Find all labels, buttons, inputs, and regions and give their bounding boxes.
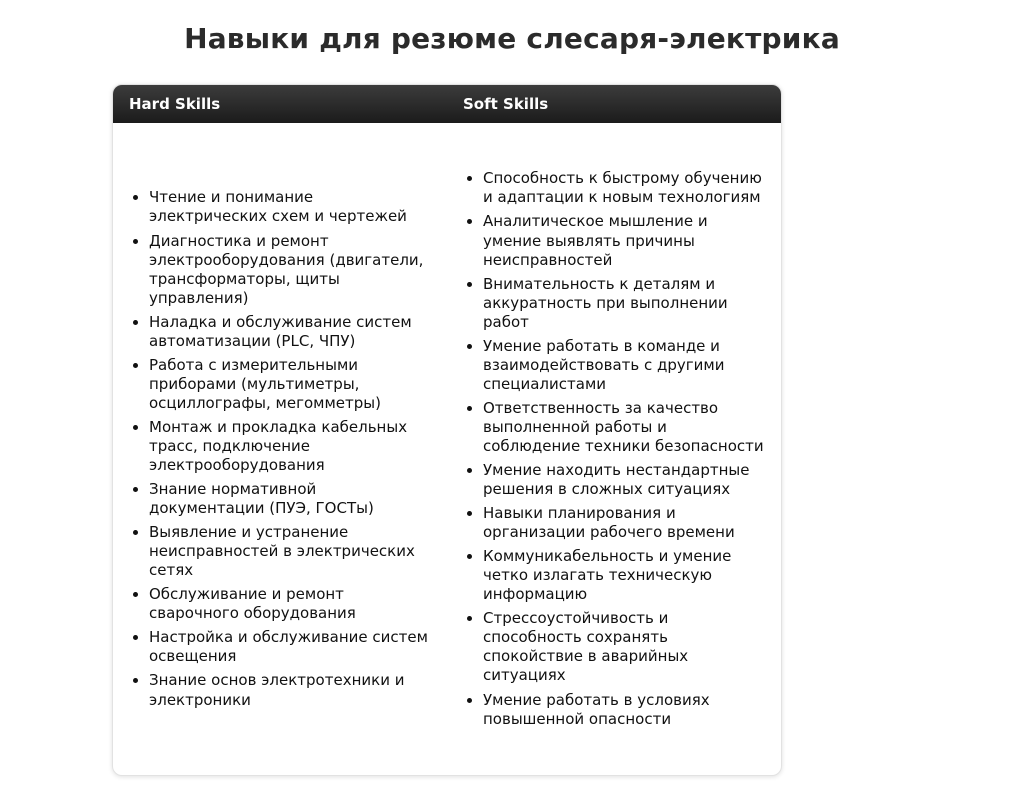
hard-skills-list [129,188,431,709]
skill-item: • Навыки планирования и организации рабочего времени [483,504,765,542]
skills-card [112,84,782,776]
skill-item: • Обслуживание и ремонт сварочного оборудования [149,585,431,623]
skill-item: • Знание основ электротехники и электроники [149,671,431,709]
skill-item: • Способность к быстрому обучению и адаптации к новым технологиям [483,169,765,207]
skill-item: • Стрессоустойчивость и способность сохранять спокойствие в аварийных ситуациях [483,609,765,685]
skill-item: • Умение находить нестандартные решения в сложных ситуациях [483,461,765,499]
card-body [113,123,781,775]
card-header [113,85,781,123]
skill-item: • Выявление и устранение неисправностей в электрических сетях [149,523,431,580]
skill-item: • Настройка и обслуживание систем освещения [149,628,431,666]
hard-skills-column [113,123,447,775]
soft-skills-column [447,123,781,775]
skill-item: • Умение работать в условиях повышенной опасности [483,691,765,729]
skill-item: • Коммуникабельность и умение четко излагать техническую информацию [483,547,765,604]
skill-item: • Аналитическое мышление и умение выявлять причины неисправностей [483,212,765,269]
column-header-hard-skills: Hard Skills [129,95,221,113]
skill-item: • Наладка и обслуживание систем автоматизации (PLC, ЧПУ) [149,313,431,351]
skill-item: • Ответственность за качество выполненной работы и соблюдение техники безопасности [483,399,765,456]
skill-item: • Работа с измерительными приборами (мультиметры, осциллографы, мегомметры) [149,356,431,413]
skill-item: • Знание нормативной документации (ПУЭ, ГОСТы) [149,480,431,518]
soft-skills-list [463,169,765,728]
skill-item: • Монтаж и прокладка кабельных трасс, подключение электрооборудования [149,418,431,475]
page-title: Навыки для резюме слесаря-электрика [184,22,840,55]
skill-item: • Внимательность к деталям и аккуратность при выполнении работ [483,275,765,332]
skill-item: • Умение работать в команде и взаимодействовать с другими специалистами [483,337,765,394]
column-header-soft-skills: Soft Skills [463,95,549,113]
skill-item: • Чтение и понимание электрических схем и чертежей [149,188,431,226]
skill-item: • Диагностика и ремонт электрооборудования (двигатели, трансформаторы, щиты управления) [149,232,431,308]
